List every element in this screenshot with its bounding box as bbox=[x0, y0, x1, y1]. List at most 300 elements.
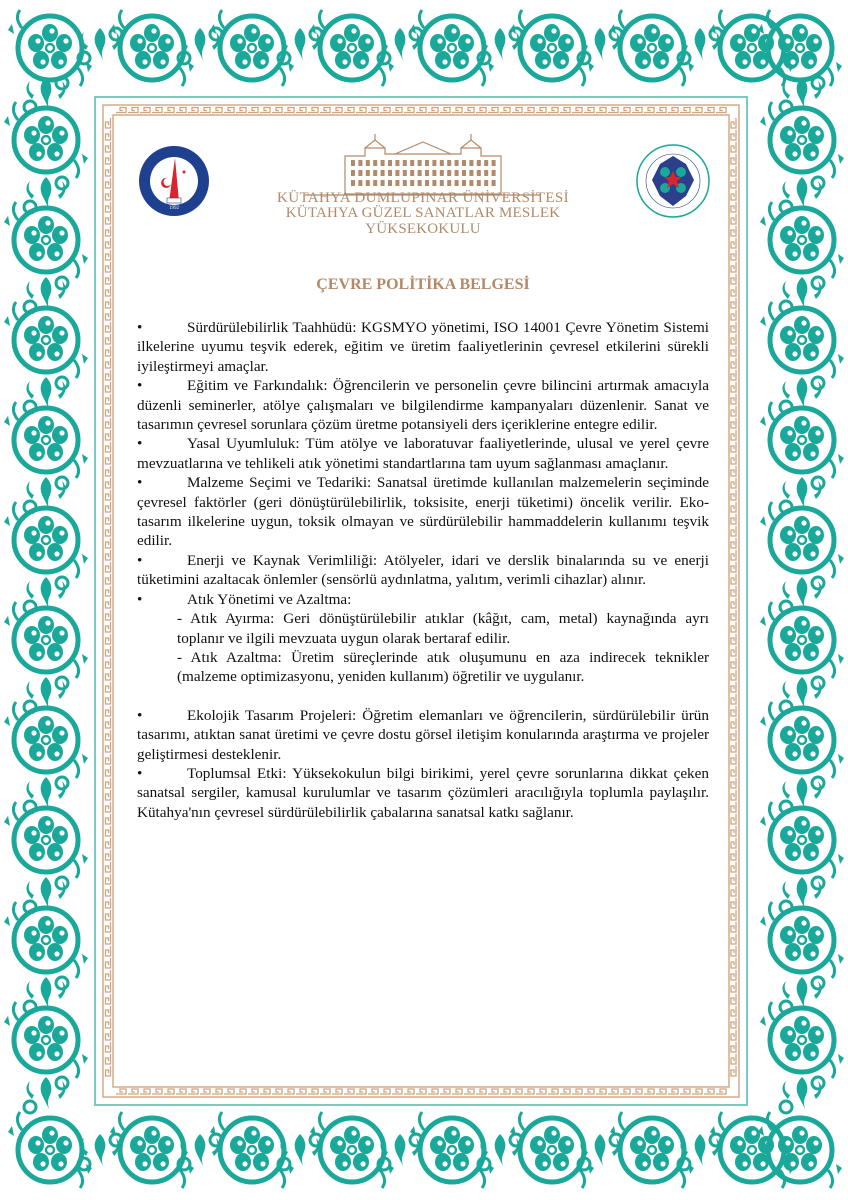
ornament-rosette bbox=[760, 102, 844, 178]
greek-key-motif bbox=[128, 1089, 138, 1094]
greek-key-motif bbox=[731, 490, 736, 500]
greek-key-motif bbox=[731, 1054, 736, 1064]
greek-key-motif bbox=[248, 1089, 258, 1094]
ornament-rosette bbox=[310, 1112, 394, 1188]
greek-key-motif bbox=[428, 108, 438, 113]
greek-key-motif bbox=[680, 1089, 690, 1094]
building-window bbox=[469, 170, 473, 176]
building-window bbox=[447, 170, 451, 176]
greek-key-motif bbox=[731, 118, 736, 128]
greek-key-motif bbox=[731, 358, 736, 368]
greek-key-motif bbox=[106, 430, 111, 440]
greek-key-motif bbox=[106, 418, 111, 428]
greek-key-motif bbox=[464, 108, 474, 113]
greek-key-motif bbox=[106, 178, 111, 188]
bullet: • bbox=[137, 377, 143, 395]
ornament-tulip bbox=[780, 1077, 824, 1113]
greek-key-motif bbox=[731, 166, 736, 176]
university-name: KÜTAHYA DUMLUPINAR ÜNİVERSİTESİ bbox=[276, 190, 570, 206]
greek-key-motif bbox=[106, 334, 111, 344]
greek-key-motif bbox=[584, 108, 594, 113]
greek-key-motif bbox=[106, 202, 111, 212]
greek-key-motif bbox=[106, 766, 111, 776]
bullet: • bbox=[137, 551, 143, 569]
building-window bbox=[418, 180, 422, 186]
greek-key-motif bbox=[731, 202, 736, 212]
ornament-rosette bbox=[760, 902, 844, 978]
building-window bbox=[484, 160, 488, 166]
greek-key-motif bbox=[106, 454, 111, 464]
greek-key-motif bbox=[106, 298, 111, 308]
ornament-rosette bbox=[760, 1002, 844, 1078]
policy-sub-item: - Atık Ayırma: Geri dönüştürülebilir atıklar (kâğıt, cam, metal) kaynağında ayrı toplanır ve ilgili mevzuata uygun olarak bertaraf edilir. bbox=[177, 610, 709, 647]
building-window bbox=[351, 160, 355, 166]
greek-key-motif bbox=[668, 108, 678, 113]
greek-key-motif bbox=[452, 1089, 462, 1094]
greek-key-motif bbox=[152, 1089, 162, 1094]
greek-key-motif bbox=[476, 1089, 486, 1094]
greek-key-motif bbox=[731, 790, 736, 800]
greek-key-motif bbox=[344, 1089, 354, 1094]
greek-key-motif bbox=[704, 108, 714, 113]
ornament-rosette bbox=[210, 1112, 294, 1188]
greek-key-motif bbox=[404, 108, 414, 113]
policy-sub-item: - Atık Azaltma: Üretim süreçlerinde atık oluşumunu en aza indirecek teknikler (malzeme optimizasyonu, yeniden kullanım) öğretilir ve uygulanır. bbox=[177, 648, 709, 686]
greek-key-motif bbox=[548, 1089, 558, 1094]
greek-key-motif bbox=[731, 742, 736, 752]
greek-key-motif bbox=[560, 1089, 570, 1094]
greek-key-motif bbox=[106, 562, 111, 572]
greek-key-motif bbox=[106, 598, 111, 608]
greek-key-motif bbox=[632, 108, 642, 113]
greek-key-motif bbox=[731, 706, 736, 716]
ornament-rosette bbox=[760, 302, 844, 378]
greek-key-motif bbox=[731, 226, 736, 236]
building-window bbox=[447, 180, 451, 186]
greek-key-motif bbox=[731, 526, 736, 536]
building-window bbox=[381, 160, 385, 166]
greek-key-motif bbox=[731, 886, 736, 896]
greek-key-motif bbox=[731, 406, 736, 416]
bullet: • bbox=[137, 590, 143, 608]
greek-key-motif bbox=[188, 108, 198, 113]
building-window bbox=[462, 160, 466, 166]
building-window bbox=[432, 170, 436, 176]
policy-item-text: Enerji ve Kaynak Verimliliği: Atölyeler, idari ve derslik binalarında su ve enerji tüketimini azaltacak önlemler (sensörlü aydınlatma, yalıtım, verimli cihazlar) alınır. bbox=[137, 551, 709, 589]
building-window bbox=[432, 180, 436, 186]
greek-key-motif bbox=[731, 178, 736, 188]
greek-key-motif bbox=[440, 108, 450, 113]
building-window bbox=[366, 160, 370, 166]
greek-key-motif bbox=[106, 130, 111, 140]
greek-key-motif bbox=[731, 262, 736, 272]
greek-key-motif bbox=[106, 226, 111, 236]
greek-key-motif bbox=[731, 130, 736, 140]
greek-key-motif bbox=[731, 862, 736, 872]
greek-key-motif bbox=[106, 526, 111, 536]
greek-key-motif bbox=[572, 1089, 582, 1094]
building-window bbox=[462, 170, 466, 176]
bullet: • bbox=[137, 764, 143, 782]
greek-key-motif bbox=[106, 898, 111, 908]
greek-key-motif bbox=[106, 442, 111, 452]
greek-key-motif bbox=[106, 1042, 111, 1052]
greek-key-motif bbox=[164, 1089, 174, 1094]
greek-key-motif bbox=[212, 1089, 222, 1094]
greek-key-motif bbox=[731, 574, 736, 584]
building-window bbox=[492, 180, 496, 186]
greek-key-motif bbox=[731, 478, 736, 488]
greek-key-motif bbox=[224, 1089, 234, 1094]
ornament-rosette bbox=[210, 10, 294, 86]
greek-key-motif bbox=[106, 718, 111, 728]
document-content bbox=[137, 128, 709, 1088]
building-window bbox=[447, 160, 451, 166]
ornament-rosette bbox=[110, 10, 194, 86]
building-window bbox=[388, 170, 392, 176]
building-window bbox=[455, 170, 459, 176]
greek-key-motif bbox=[106, 670, 111, 680]
greek-key-motif bbox=[106, 214, 111, 224]
greek-key-motif bbox=[512, 108, 522, 113]
greek-key-motif bbox=[731, 958, 736, 968]
greek-key-motif bbox=[260, 1089, 270, 1094]
ornament-rosette bbox=[610, 10, 694, 86]
greek-key-motif bbox=[731, 622, 736, 632]
greek-key-motif bbox=[731, 238, 736, 248]
greek-key-motif bbox=[716, 1089, 726, 1094]
building-window bbox=[477, 170, 481, 176]
greek-key-motif bbox=[731, 874, 736, 884]
greek-key-motif bbox=[404, 1089, 414, 1094]
building-window bbox=[418, 170, 422, 176]
greek-key-motif bbox=[106, 826, 111, 836]
greek-key-motif bbox=[164, 108, 174, 113]
greek-key-motif bbox=[296, 1089, 306, 1094]
greek-key-motif bbox=[704, 1089, 714, 1094]
greek-key-motif bbox=[106, 850, 111, 860]
ornament-rosette bbox=[8, 1112, 92, 1188]
building-window bbox=[373, 170, 377, 176]
greek-key-motif bbox=[731, 346, 736, 356]
ornament-rosette bbox=[8, 10, 92, 86]
policy-item-text: Ekolojik Tasarım Projeleri: Öğretim elemanları ve öğrencilerin, sürdürülebilir ürün tasarımı, atıktan sanat üretimi ve çevre dostu görsel iletişim konularında araştırma ve projeler geliştirmesi desteklenir. bbox=[137, 706, 709, 763]
vocational-school-logo bbox=[634, 142, 712, 220]
greek-key-motif bbox=[106, 166, 111, 176]
greek-key-motif bbox=[106, 466, 111, 476]
building-window bbox=[440, 170, 444, 176]
greek-key-motif bbox=[731, 922, 736, 932]
ornament-rosette bbox=[310, 10, 394, 86]
greek-key-motif bbox=[106, 370, 111, 380]
ornament-rosette bbox=[110, 1112, 194, 1188]
building-window bbox=[395, 160, 399, 166]
greek-key-motif bbox=[106, 694, 111, 704]
building-window bbox=[366, 180, 370, 186]
greek-key-motif bbox=[116, 1089, 126, 1094]
building-window bbox=[462, 180, 466, 186]
building-window bbox=[395, 180, 399, 186]
building-window bbox=[373, 180, 377, 186]
greek-key-motif bbox=[106, 946, 111, 956]
greek-key-motif bbox=[731, 946, 736, 956]
greek-key-motif bbox=[106, 658, 111, 668]
ornament-tulip bbox=[78, 1134, 122, 1170]
greek-key-motif bbox=[176, 108, 186, 113]
greek-key-motif bbox=[620, 1089, 630, 1094]
greek-key-motif bbox=[731, 562, 736, 572]
greek-key-motif bbox=[440, 1089, 450, 1094]
ornament-tulip bbox=[24, 1077, 68, 1113]
greek-key-motif bbox=[731, 730, 736, 740]
ornament-rosette bbox=[4, 702, 88, 778]
greek-key-motif bbox=[140, 1089, 150, 1094]
building-window bbox=[395, 170, 399, 176]
policy-item-text: Yasal Uyumluluk: Tüm atölye ve laboratuvar faaliyetlerinde, ulusal ve yerel çevre mevzuatlarına ve tehlikeli atık yönetimi standartlarına tam uyum sağlanması amaçlanır. bbox=[137, 435, 709, 472]
greek-key-motif bbox=[452, 108, 462, 113]
building-window bbox=[388, 160, 392, 166]
greek-key-motif bbox=[106, 754, 111, 764]
building-window bbox=[351, 170, 355, 176]
greek-key-motif bbox=[608, 1089, 618, 1094]
greek-key-motif bbox=[272, 108, 282, 113]
greek-key-motif bbox=[106, 502, 111, 512]
bullet: • bbox=[137, 319, 143, 336]
greek-key-motif bbox=[644, 108, 654, 113]
greek-key-motif bbox=[106, 1030, 111, 1040]
greek-key-motif bbox=[608, 108, 618, 113]
ornament-rosette bbox=[760, 402, 844, 478]
ornament-rosette bbox=[4, 602, 88, 678]
bullet: • bbox=[137, 706, 143, 724]
greek-key-motif bbox=[106, 958, 111, 968]
policy-item-text: Sürdürülebilirlik Taahhüdü: KGSMYO yönetimi, ISO 14001 Çevre Yönetim Sistemi ilkelerine uyumu teşvik ederek, eğitim ve üretim faaliyetlerinin çevresel etkilerini sürekli iyileştirmeyi amaçlar. bbox=[137, 319, 709, 375]
greek-key-motif bbox=[731, 286, 736, 296]
greek-key-motif bbox=[392, 108, 402, 113]
greek-key-motif bbox=[731, 634, 736, 644]
greek-key-motif bbox=[500, 108, 510, 113]
greek-key-motif bbox=[731, 802, 736, 812]
greek-key-motif bbox=[224, 108, 234, 113]
greek-key-motif bbox=[731, 142, 736, 152]
policy-item bbox=[137, 551, 709, 590]
greek-key-motif bbox=[731, 442, 736, 452]
greek-key-motif bbox=[332, 1089, 342, 1094]
greek-key-motif bbox=[731, 910, 736, 920]
building-window bbox=[381, 180, 385, 186]
greek-key-motif bbox=[731, 694, 736, 704]
greek-key-motif bbox=[236, 108, 246, 113]
building-window bbox=[358, 170, 362, 176]
greek-key-motif bbox=[344, 108, 354, 113]
ornament-rosette bbox=[760, 602, 844, 678]
greek-key-motif bbox=[731, 370, 736, 380]
building-window bbox=[484, 180, 488, 186]
bullet: • bbox=[137, 435, 143, 453]
building-window bbox=[358, 160, 362, 166]
building-window bbox=[403, 170, 407, 176]
greek-key-motif bbox=[106, 610, 111, 620]
building-window bbox=[440, 180, 444, 186]
greek-key-motif bbox=[656, 1089, 666, 1094]
policy-body bbox=[137, 318, 709, 822]
policy-item-text: Eğitim ve Farkındalık: Öğrencilerin ve personelin çevre bilincini artırmak amacıyla düzenli seminerler, atölye çalışmaları ve bilgilendirme kampanyaları düzenlenir. Sanat ve tasarımın çevresel sorunlara çözüm üretme potansiyeli ders içeriklerine entegre edilir. bbox=[137, 377, 709, 434]
greek-key-motif bbox=[106, 1066, 111, 1076]
letterhead bbox=[137, 128, 709, 238]
ornament-rosette bbox=[4, 202, 88, 278]
ornament-rosette bbox=[4, 802, 88, 878]
greek-key-motif bbox=[106, 382, 111, 392]
building-window bbox=[403, 160, 407, 166]
greek-key-motif bbox=[731, 382, 736, 392]
policy-item bbox=[137, 434, 709, 473]
greek-key-motif bbox=[731, 670, 736, 680]
greek-key-motif bbox=[731, 274, 736, 284]
greek-key-motif bbox=[106, 514, 111, 524]
greek-key-motif bbox=[731, 982, 736, 992]
greek-key-motif bbox=[731, 394, 736, 404]
greek-key-motif bbox=[212, 108, 222, 113]
greek-key-motif bbox=[392, 1089, 402, 1094]
greek-key-motif bbox=[356, 1089, 366, 1094]
greek-key-motif bbox=[731, 970, 736, 980]
greek-key-motif bbox=[731, 586, 736, 596]
greek-key-motif bbox=[106, 622, 111, 632]
greek-key-motif bbox=[731, 190, 736, 200]
greek-key-motif bbox=[106, 250, 111, 260]
building-window bbox=[388, 180, 392, 186]
greek-key-motif bbox=[106, 922, 111, 932]
ornament-rosette bbox=[410, 1112, 494, 1188]
greek-key-motif bbox=[692, 108, 702, 113]
greek-key-motif bbox=[731, 514, 736, 524]
greek-key-motif bbox=[731, 754, 736, 764]
greek-key-motif bbox=[106, 538, 111, 548]
building-window bbox=[425, 180, 429, 186]
greek-key-motif bbox=[140, 108, 150, 113]
greek-key-motif bbox=[731, 502, 736, 512]
greek-key-motif bbox=[731, 298, 736, 308]
school-name: KÜTAHYA GÜZEL SANATLAR MESLEK YÜKSEKOKULU bbox=[285, 205, 561, 237]
greek-key-motif bbox=[106, 358, 111, 368]
ornament-rosette bbox=[4, 902, 88, 978]
greek-key-motif bbox=[731, 310, 736, 320]
greek-key-motif bbox=[106, 790, 111, 800]
greek-key-motif bbox=[716, 108, 726, 113]
greek-key-motif bbox=[620, 108, 630, 113]
greek-key-motif bbox=[248, 108, 258, 113]
greek-key-motif bbox=[428, 1089, 438, 1094]
ornament-rosette bbox=[4, 1002, 88, 1078]
greek-key-motif bbox=[308, 108, 318, 113]
building-window bbox=[484, 170, 488, 176]
greek-key-motif bbox=[260, 108, 270, 113]
greek-key-motif bbox=[731, 214, 736, 224]
bullet: • bbox=[137, 474, 143, 492]
greek-key-motif bbox=[106, 550, 111, 560]
greek-key-motif bbox=[106, 994, 111, 1004]
greek-key-motif bbox=[731, 658, 736, 668]
building-window bbox=[373, 160, 377, 166]
greek-key-motif bbox=[106, 778, 111, 788]
ornament-rosette bbox=[4, 102, 88, 178]
greek-key-motif bbox=[272, 1089, 282, 1094]
greek-key-motif bbox=[116, 108, 126, 113]
greek-key-motif bbox=[731, 1030, 736, 1040]
greek-key-motif bbox=[106, 406, 111, 416]
ornament-rosette bbox=[610, 1112, 694, 1188]
greek-key-motif bbox=[644, 1089, 654, 1094]
building-window bbox=[410, 160, 414, 166]
greek-key-motif bbox=[656, 108, 666, 113]
greek-key-motif bbox=[320, 1089, 330, 1094]
greek-key-motif bbox=[731, 418, 736, 428]
ornament-rosette bbox=[760, 702, 844, 778]
greek-key-motif bbox=[536, 1089, 546, 1094]
greek-key-motif bbox=[308, 1089, 318, 1094]
policy-item-text: Atık Yönetimi ve Azaltma: bbox=[187, 590, 352, 608]
greek-key-motif bbox=[106, 394, 111, 404]
greek-key-motif bbox=[106, 682, 111, 692]
greek-key-motif bbox=[368, 108, 378, 113]
greek-key-motif bbox=[284, 108, 294, 113]
greek-key-motif bbox=[188, 1089, 198, 1094]
greek-key-motif bbox=[731, 646, 736, 656]
building-window bbox=[432, 160, 436, 166]
greek-key-motif bbox=[106, 142, 111, 152]
ornament-rosette bbox=[510, 1112, 594, 1188]
greek-key-motif bbox=[488, 108, 498, 113]
building-window bbox=[492, 160, 496, 166]
greek-key-motif bbox=[236, 1089, 246, 1094]
greek-key-motif bbox=[332, 108, 342, 113]
greek-key-motif bbox=[416, 108, 426, 113]
greek-key-motif bbox=[731, 598, 736, 608]
greek-key-motif bbox=[284, 1089, 294, 1094]
building-window bbox=[477, 180, 481, 186]
greek-key-motif bbox=[731, 538, 736, 548]
greek-key-motif bbox=[106, 802, 111, 812]
building-window bbox=[425, 170, 429, 176]
greek-key-motif bbox=[106, 190, 111, 200]
greek-key-motif bbox=[476, 108, 486, 113]
greek-key-motif bbox=[128, 108, 138, 113]
greek-key-motif bbox=[106, 322, 111, 332]
greek-key-motif bbox=[106, 1006, 111, 1016]
greek-key-motif bbox=[200, 1089, 210, 1094]
greek-key-motif bbox=[731, 154, 736, 164]
greek-key-motif bbox=[320, 108, 330, 113]
greek-key-motif bbox=[106, 118, 111, 128]
greek-key-motif bbox=[731, 454, 736, 464]
building-window bbox=[358, 180, 362, 186]
greek-key-motif bbox=[106, 730, 111, 740]
greek-key-motif bbox=[106, 574, 111, 584]
greek-key-motif bbox=[106, 862, 111, 872]
greek-key-motif bbox=[106, 742, 111, 752]
building-window bbox=[492, 170, 496, 176]
policy-item bbox=[137, 318, 709, 376]
greek-key-motif bbox=[731, 1006, 736, 1016]
greek-key-motif bbox=[596, 1089, 606, 1094]
greek-key-motif bbox=[731, 322, 736, 332]
policy-item-text: Toplumsal Etki: Yüksekokulun bilgi birikimi, yerel çevre sorunlarına dikkat çeken sanatsal sergiler, kamusal kurulumlar ve tasarım çözümleri aracılığıyla toplumla paylaşılır. Kütahya'nın çevresel sürdürülebilirlik çabalarına sanatsal katkı sağlanır. bbox=[137, 764, 709, 821]
greek-key-motif bbox=[200, 108, 210, 113]
greek-key-motif bbox=[106, 1018, 111, 1028]
spacer bbox=[137, 687, 709, 706]
greek-key-motif bbox=[106, 286, 111, 296]
greek-key-motif bbox=[731, 334, 736, 344]
